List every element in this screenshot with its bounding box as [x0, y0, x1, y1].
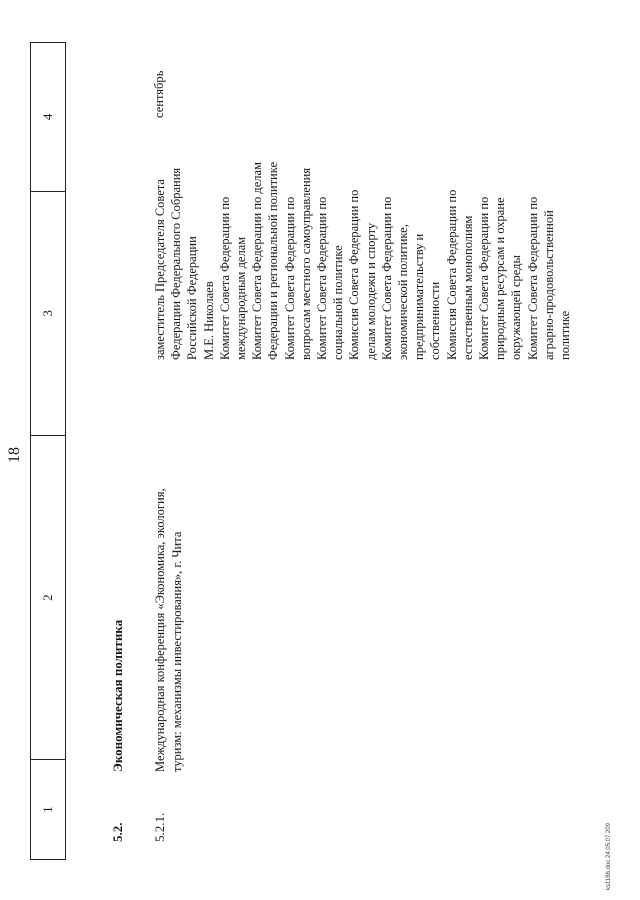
responsible-parties — [152, 128, 573, 360]
responsible-line: М.Е. Николаев — [201, 281, 216, 360]
deadline: сентябрь — [152, 70, 166, 118]
item-title: Международная конференция «Экономика, экология, туризм: механизмы инвестирования», г. Чита — [153, 488, 184, 772]
section-number: 5.2. — [110, 822, 125, 842]
responsible-line: аграрно-продовольственной — [541, 210, 556, 360]
responsible-line: Комитет Совета Федерации по — [477, 196, 492, 360]
responsible-line: Федерации Федерального Собрания — [169, 167, 184, 360]
column-header-2: 2 — [31, 435, 65, 759]
column-header-3: 3 — [31, 191, 65, 435]
responsible-line: социальной политике — [331, 245, 346, 360]
responsible-line: Российской Федерации — [185, 236, 200, 360]
column-header-1: 1 — [31, 759, 65, 859]
column-header-4: 4 — [40, 113, 55, 121]
section-title: Экономическая политика — [110, 619, 125, 772]
responsible-line: Комитет Совета Федерации по — [282, 196, 297, 360]
page-number: 18 — [6, 447, 23, 463]
item-number: 5.2.1. — [152, 812, 167, 842]
responsible-line: экономической политике, — [396, 224, 411, 360]
responsible-line: Комитет Совета Федерации по — [217, 196, 232, 360]
responsible-line: Комитет Совета Федерации по — [379, 196, 394, 360]
responsible-line: Комитет Совета Федерации по делам — [250, 161, 265, 360]
responsible-line: делам молодежи и спорту — [363, 222, 378, 360]
responsible-line: Комитет Совета Федерации по — [525, 196, 540, 360]
responsible-line: Комитет Совета Федерации по — [315, 196, 330, 360]
responsible-line: вопросам местного самоуправления — [298, 167, 313, 360]
responsible-line: собственности — [428, 281, 443, 360]
responsible-line: Комиссия Совета Федерации по — [444, 189, 459, 360]
responsible-line: Комиссия Совета Федерации по — [347, 189, 362, 360]
responsible-line: окружающей среды — [509, 255, 524, 360]
responsible-line: международным делам — [234, 236, 249, 360]
responsible-line: Федерации и региональной политике — [266, 161, 281, 360]
responsible-line: природным ресурсам и охране — [493, 197, 508, 360]
column-header-row — [30, 42, 66, 860]
responsible-line: заместитель Председателя Совета — [153, 179, 167, 360]
responsible-line: политике — [558, 310, 573, 360]
responsible-line: предпринимательству и — [412, 233, 427, 360]
footer-file-code: ks1186.doc 24.05.07 209 — [606, 823, 612, 890]
responsible-line: естественным монополиям — [460, 215, 475, 360]
